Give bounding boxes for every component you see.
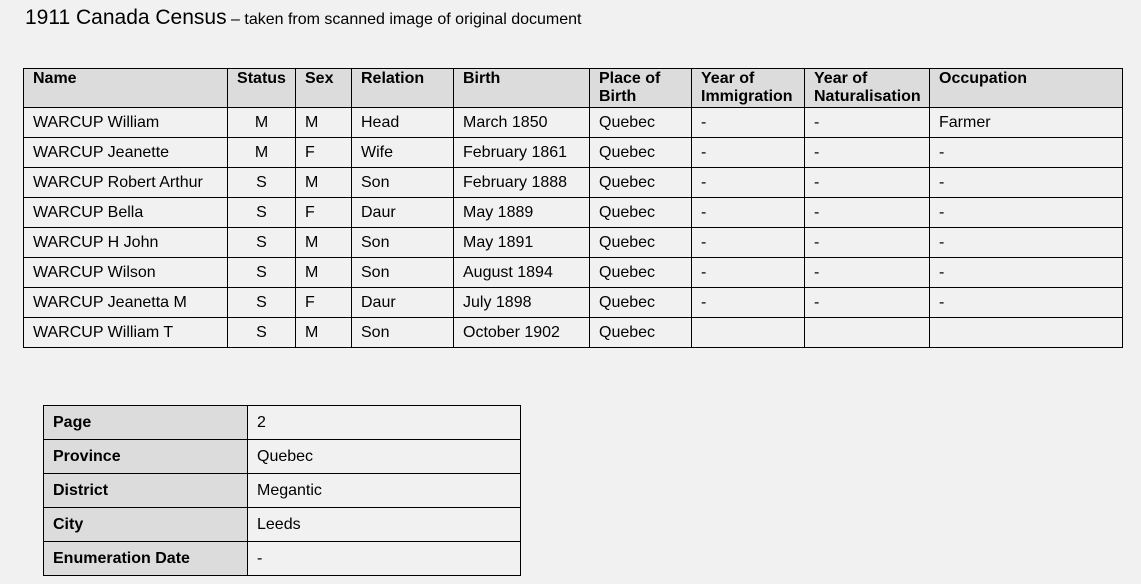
cell-year-of-naturalisation [805,318,930,348]
info-value-enumeration-date: - [248,542,521,576]
table-row [24,168,1123,198]
title-subtitle: – taken from scanned image of original document [226,11,582,28]
cell-relation: Daur [352,288,454,318]
cell-name: WARCUP Jeanette [24,138,228,168]
cell-birth: October 1902 [454,318,590,348]
cell-birth: May 1889 [454,198,590,228]
cell-year-of-immigration: - [692,198,805,228]
cell-status: S [228,318,296,348]
table-row [24,138,1123,168]
header-status: Status [228,69,296,108]
cell-status: S [228,228,296,258]
cell-year-of-naturalisation: - [805,108,930,138]
cell-year-of-naturalisation: - [805,288,930,318]
table-row [24,258,1123,288]
header-year-of-immigration: Year of Immigration [692,69,805,108]
info-value-city: Leeds [248,508,521,542]
table-row [24,288,1123,318]
cell-year-of-immigration: - [692,258,805,288]
table-row [24,108,1123,138]
header-sex: Sex [296,69,352,108]
cell-place-of-birth: Quebec [590,288,692,318]
cell-status: S [228,258,296,288]
info-row-city [44,508,521,542]
info-row-page [44,406,521,440]
cell-birth: July 1898 [454,288,590,318]
cell-birth: February 1888 [454,168,590,198]
cell-place-of-birth: Quebec [590,318,692,348]
page-title [25,6,581,30]
table-row [24,318,1123,348]
cell-status: S [228,168,296,198]
cell-relation: Son [352,168,454,198]
info-label-province: Province [44,440,248,474]
cell-year-of-immigration: - [692,108,805,138]
info-row-province [44,440,521,474]
cell-relation: Son [352,258,454,288]
table-row [24,198,1123,228]
cell-year-of-naturalisation: - [805,168,930,198]
header-year-of-naturalisation: Year of Naturalisation [805,69,930,108]
header-name: Name [24,69,228,108]
header-occupation: Occupation [930,69,1123,108]
cell-status: M [228,138,296,168]
info-value-district: Megantic [248,474,521,508]
info-label-district: District [44,474,248,508]
cell-relation: Daur [352,198,454,228]
cell-relation: Wife [352,138,454,168]
census-info-table [43,405,521,576]
cell-occupation: - [930,288,1123,318]
cell-birth: May 1891 [454,228,590,258]
cell-relation: Son [352,228,454,258]
cell-name: WARCUP William T [24,318,228,348]
cell-place-of-birth: Quebec [590,138,692,168]
cell-birth: August 1894 [454,258,590,288]
cell-relation: Head [352,108,454,138]
header-birth: Birth [454,69,590,108]
cell-occupation: - [930,168,1123,198]
info-label-city: City [44,508,248,542]
table-row [24,228,1123,258]
info-row-district [44,474,521,508]
cell-sex: M [296,318,352,348]
cell-occupation: Farmer [930,108,1123,138]
cell-name: WARCUP Jeanetta M [24,288,228,318]
cell-name: WARCUP Wilson [24,258,228,288]
header-relation: Relation [352,69,454,108]
cell-name: WARCUP Bella [24,198,228,228]
info-label-enumeration-date: Enumeration Date [44,542,248,576]
cell-status: M [228,108,296,138]
info-row-enumeration-date [44,542,521,576]
cell-year-of-immigration: - [692,138,805,168]
cell-place-of-birth: Quebec [590,168,692,198]
census-table [23,68,1123,348]
cell-birth: February 1861 [454,138,590,168]
cell-occupation [930,318,1123,348]
cell-sex: M [296,168,352,198]
cell-sex: F [296,138,352,168]
info-value-page: 2 [248,406,521,440]
cell-place-of-birth: Quebec [590,198,692,228]
cell-relation: Son [352,318,454,348]
info-label-page: Page [44,406,248,440]
cell-place-of-birth: Quebec [590,108,692,138]
cell-occupation: - [930,138,1123,168]
cell-birth: March 1850 [454,108,590,138]
cell-year-of-immigration: - [692,288,805,318]
cell-year-of-naturalisation: - [805,258,930,288]
cell-year-of-naturalisation: - [805,138,930,168]
cell-name: WARCUP H John [24,228,228,258]
cell-year-of-naturalisation: - [805,198,930,228]
cell-sex: M [296,108,352,138]
cell-year-of-naturalisation: - [805,228,930,258]
cell-status: S [228,198,296,228]
title-main: 1911 Canada Census [25,6,227,29]
cell-sex: F [296,288,352,318]
cell-occupation: - [930,228,1123,258]
census-header-row [24,69,1123,108]
cell-sex: M [296,228,352,258]
cell-name: WARCUP Robert Arthur [24,168,228,198]
cell-status: S [228,288,296,318]
cell-place-of-birth: Quebec [590,228,692,258]
cell-year-of-immigration [692,318,805,348]
cell-place-of-birth: Quebec [590,258,692,288]
cell-sex: F [296,198,352,228]
cell-sex: M [296,258,352,288]
cell-occupation: - [930,198,1123,228]
cell-occupation: - [930,258,1123,288]
cell-year-of-immigration: - [692,168,805,198]
info-value-province: Quebec [248,440,521,474]
cell-year-of-immigration: - [692,228,805,258]
header-place-of-birth: Place of Birth [590,69,692,108]
cell-name: WARCUP William [24,108,228,138]
